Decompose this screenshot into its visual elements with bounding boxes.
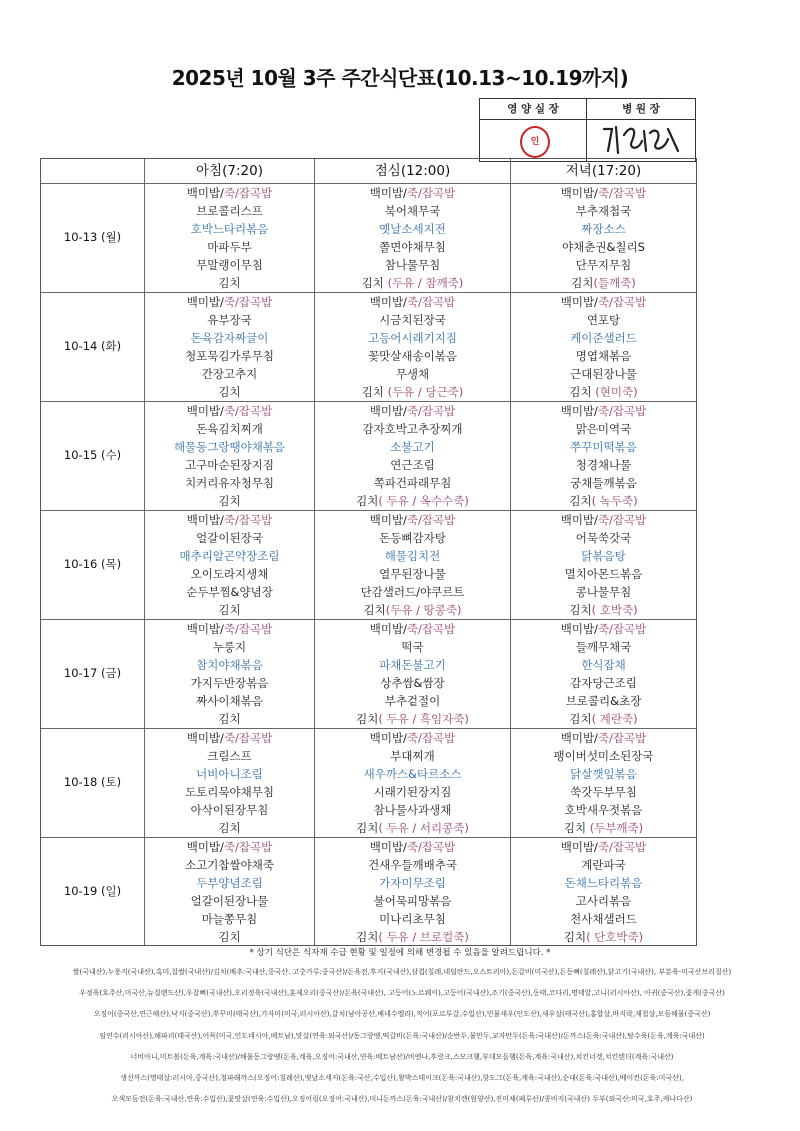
rice-main: 백미밥/ (369, 295, 407, 309)
porridge-option: (현미죽) (591, 385, 638, 399)
menu-item: 참나물사과생채 (373, 803, 452, 817)
rice-line (145, 293, 314, 311)
menu-item: 야채춘권&칠리S (562, 240, 645, 254)
rice-line (511, 511, 696, 529)
menu-item: 오이도라지생채 (190, 567, 269, 581)
porridge-option: ( 두유 / 흑임자죽) (378, 712, 469, 726)
rice-alt: 죽/잡곡밥 (597, 295, 647, 309)
meal-cell-breakfast (145, 184, 314, 292)
rice-main: 백미밥/ (369, 404, 407, 418)
approval-box (479, 98, 696, 162)
menu-item: 얼갈이된장나물 (190, 894, 269, 908)
menu-item: 궁채들깨볶음 (570, 476, 637, 490)
menu-item: 무생채 (395, 367, 430, 381)
meal-cell-breakfast (145, 620, 314, 728)
menu-item: 감자당근조림 (570, 676, 637, 690)
rice-main: 백미밥/ (369, 731, 407, 745)
menu-item: 도토리묵야채무침 (185, 785, 274, 799)
origin-line: 생선까스(명태살:러시아,중국산),청파래까스(오징어:칠레산),옛날소세지(돈육:국산,수입산),왕박스테이크(돈육:국내산),핫도그(돈육,계육:국내산),순대(돈육:국내산),베이컨(돈육:미국산), (120, 1074, 684, 1083)
kimchi-line (511, 274, 696, 292)
menu-item: 닭살깻잎볶음 (570, 767, 637, 781)
menu-item: 팽이버섯미소된장국 (553, 749, 654, 763)
rice-main: 백미밥/ (369, 186, 407, 200)
meal-cell-lunch (315, 511, 510, 619)
rice-line (315, 729, 510, 747)
menu-item: 열무된장나물 (379, 567, 446, 581)
kimchi-line (511, 928, 696, 946)
rice-main: 백미밥/ (560, 404, 598, 418)
menu-item: 돈육김치찌개 (196, 422, 263, 436)
menu-item: 청포묵김가루무침 (185, 349, 274, 363)
menu-item: 마파두부 (207, 240, 252, 254)
kimchi-line (511, 819, 696, 837)
rice-line (145, 620, 314, 638)
meal-cell-dinner (511, 729, 696, 837)
menu-item: 해물동그랑땡야채볶음 (173, 440, 286, 454)
rice-alt: 죽/잡곡밥 (597, 186, 647, 200)
meal-cell-dinner (511, 838, 696, 946)
menu-item: 명엽채볶음 (575, 349, 632, 363)
rice-line (145, 402, 314, 420)
rice-alt: 죽/잡곡밥 (223, 295, 273, 309)
kimchi-line (315, 383, 510, 401)
menu-item: 콩나물무침 (575, 585, 632, 599)
menu-item: 어묵쑥갓국 (575, 531, 632, 545)
rice-line (315, 838, 510, 856)
kimchi-line (511, 492, 696, 510)
meal-cell-breakfast (145, 293, 314, 401)
porridge-option: (두유 / 땅콩죽) (385, 603, 462, 617)
rice-line (511, 838, 696, 856)
kimchi: 김치 (356, 712, 379, 726)
kimchi: 김치 (361, 385, 384, 399)
meal-cell-breakfast (145, 729, 314, 837)
kimchi-line (315, 710, 510, 728)
menu-item: 고사리볶음 (575, 894, 632, 908)
meal-cell-lunch (315, 293, 510, 401)
porridge-option: ( 단호박죽) (586, 930, 644, 944)
kimchi-line (511, 710, 696, 728)
rice-alt: 죽/잡곡밥 (406, 404, 456, 418)
menu-item: 소불고기 (390, 440, 435, 454)
kimchi-line (315, 819, 510, 837)
menu-item: 감자호박고추장찌개 (362, 422, 463, 436)
menu-item: 너비아니조림 (196, 767, 263, 781)
menu-item: 맑은미역국 (575, 422, 632, 436)
director-signature (598, 121, 686, 159)
rice-line (511, 184, 696, 202)
rice-alt: 죽/잡곡밥 (597, 513, 647, 527)
menu-item: 김치 (218, 712, 241, 726)
menu-item: 참나물무침 (384, 258, 441, 272)
kimchi: 김치 (569, 712, 592, 726)
rice-line (511, 293, 696, 311)
porridge-option: ( 두유 / 브로컬죽) (378, 930, 469, 944)
menu-change-notice: * 상기 식단은 식자재 수급 현황 및 일정에 의해 변경될 수 있음을 알려드립니다. * (249, 948, 551, 958)
rice-main: 백미밥/ (560, 295, 598, 309)
day-date: 10-15 (수) (63, 448, 122, 462)
rice-main: 백미밥/ (186, 731, 224, 745)
menu-item: 미나리초무침 (379, 912, 446, 926)
menu-item: 닭볶음탕 (581, 549, 626, 563)
rice-main: 백미밥/ (560, 513, 598, 527)
kimchi-line (511, 383, 696, 401)
meal-cell-lunch (315, 184, 510, 292)
menu-item: 단무지무침 (575, 258, 632, 272)
menu-item: 쭈꾸미떡볶음 (570, 440, 637, 454)
menu-item: 멸치아몬드볶음 (564, 567, 643, 581)
origin-line: 우정육(호주산,미국산,뉴질랜드산),우잡뼈(국내산),오리정육(국내산),훈제오리(중국산)/돈육(국내산), 고등어(노르웨이),고등어(국내산),조기(중국산),동태,코다리,명태알,고니(러시아산), 아귀(중국산),꽃게(중국산) (79, 989, 725, 998)
porridge-option: (들깨죽) (593, 276, 636, 290)
rice-main: 백미밥/ (186, 186, 224, 200)
menu-item: 호박새우젓볶음 (564, 803, 643, 817)
menu-item: 김치 (218, 930, 241, 944)
rice-alt: 죽/잡곡밥 (406, 622, 456, 636)
menu-item: 상추쌈&쌈장 (380, 676, 445, 690)
kimchi-line (315, 274, 510, 292)
rice-line (511, 620, 696, 638)
rice-line (315, 184, 510, 202)
meal-cell-dinner (511, 293, 696, 401)
dietitian-seal: 인 (520, 126, 550, 158)
menu-item: 유부장국 (207, 313, 252, 327)
menu-item: 브로콜리&초장 (565, 694, 642, 708)
menu-item: 연포탕 (586, 313, 621, 327)
approval-divider (586, 99, 587, 161)
menu-item: 김치 (218, 276, 241, 290)
rice-alt: 죽/잡곡밥 (223, 731, 273, 745)
menu-item: 크림스프 (207, 749, 252, 763)
menu-item: 청경채나물 (575, 458, 632, 472)
menu-item: 연근조림 (390, 458, 435, 472)
menu-item: 부추겉절이 (384, 694, 441, 708)
menu-item: 치커리유자청무침 (185, 476, 274, 490)
rice-main: 백미밥/ (369, 840, 407, 854)
menu-item: 쪽파건파래무침 (373, 476, 452, 490)
menu-item: 김치 (218, 385, 241, 399)
menu-item: 마늘쫑무침 (201, 912, 258, 926)
dietitian-label: 영 양 실 장 (480, 99, 587, 120)
menu-item: 두부양념조림 (196, 876, 263, 890)
menu-item: 브로콜리스프 (196, 204, 263, 218)
rice-alt: 죽/잡곡밥 (597, 404, 647, 418)
day-date: 10-18 (토) (63, 775, 122, 789)
rice-line (145, 511, 314, 529)
rice-line (145, 729, 314, 747)
rice-alt: 죽/잡곡밥 (597, 840, 647, 854)
menu-item: 건새우들깨배추국 (368, 858, 457, 872)
menu-item: 간장고추지 (201, 367, 258, 381)
rice-alt: 죽/잡곡밥 (406, 295, 456, 309)
menu-item: 김치 (218, 821, 241, 835)
rice-line (511, 729, 696, 747)
menu-item: 근대된장나물 (570, 367, 637, 381)
menu-item: 매추리알곤약장조림 (179, 549, 280, 563)
day-date: 10-13 (월) (63, 230, 122, 244)
meal-cell-dinner (511, 402, 696, 510)
porridge-option: ( 두유 / 서리콩죽) (378, 821, 469, 835)
origin-line: 오징어(중국산,연근해산),낙지(중국산),쭈꾸미(태국산),가자미(미국,러시아산),갈치(남아공산,베네수엘라),적어(포르투갈,수입산),민물새우(인도산),새우살(태국산),홍합살,바지락,재첩살,모듬해물(중국산) (93, 1010, 711, 1019)
rice-main: 백미밥/ (369, 513, 407, 527)
menu-item: 천사채샐러드 (570, 912, 637, 926)
menu-item: 무말랭이무침 (196, 258, 263, 272)
menu-item: 돈등뼈감자탕 (379, 531, 446, 545)
menu-item: 가지두반장볶음 (190, 676, 269, 690)
day-date: 10-19 (일) (63, 884, 122, 898)
menu-item: 단감샐러드/야쿠르트 (360, 585, 465, 599)
kimchi-line (511, 601, 696, 619)
menu-item: 파채돈불고기 (379, 658, 446, 672)
kimchi: 김치 (363, 603, 386, 617)
rice-alt: 죽/잡곡밥 (406, 186, 456, 200)
column-header-lunch: 점심(12:00) (374, 163, 451, 179)
origin-line: 너비아니,미트볼(돈육,계육:국내산)/해물동그랑땡(돈육,계육,오징어:국내산,연육:베트남산)/비엔나,후랑크,스모크햄,부대모듬햄(돈육,계육:국내산),치킨너겟,치킨텐더(계육:국내산) (130, 1052, 674, 1061)
column-header-dinner: 저녁(17:20) (565, 163, 642, 179)
porridge-option: (두부깨죽) (586, 821, 644, 835)
meal-cell-breakfast (145, 511, 314, 619)
rice-alt: 죽/잡곡밥 (223, 404, 273, 418)
menu-item: 가자미무조림 (379, 876, 446, 890)
menu-item: 떡국 (401, 640, 424, 654)
kimchi: 김치 (356, 494, 379, 508)
menu-item: 부추재첩국 (575, 204, 632, 218)
porridge-option: ( 녹두죽) (591, 494, 638, 508)
menu-item: 쑥갓두부무침 (570, 785, 637, 799)
menu-item: 한식잡채 (581, 658, 626, 672)
kimchi: 김치 (361, 276, 384, 290)
ingredient-origin-list (52, 962, 752, 1110)
menu-item: 돈채느타리볶음 (564, 876, 643, 890)
day-date: 10-16 (목) (63, 557, 122, 571)
rice-alt: 죽/잡곡밥 (406, 840, 456, 854)
meal-cell-dinner (511, 620, 696, 728)
menu-item: 계란파국 (581, 858, 626, 872)
rice-line (511, 402, 696, 420)
menu-item: 시래기된장지짐 (373, 785, 452, 799)
rice-alt: 죽/잡곡밥 (223, 840, 273, 854)
menu-item: 옛날소세지전 (379, 222, 446, 236)
rice-line (145, 838, 314, 856)
menu-item: 부대찌개 (390, 749, 435, 763)
porridge-option: ( 호박죽) (591, 603, 638, 617)
meal-cell-lunch (315, 729, 510, 837)
day-date: 10-14 (화) (63, 339, 122, 353)
meal-cell-dinner (511, 511, 696, 619)
menu-item: 고구마순된장지짐 (185, 458, 274, 472)
kimchi: 김치 (569, 603, 592, 617)
rice-alt: 죽/잡곡밥 (223, 186, 273, 200)
menu-item: 북어채무국 (384, 204, 441, 218)
kimchi: 김치 (569, 494, 592, 508)
menu-item: 김치 (218, 494, 241, 508)
menu-item: 짜장소스 (581, 222, 626, 236)
origin-line: 임연수(러시아산),해파리(태국산),어묵(미국,인도네시아,베트남),맛살(연육:외국산)/동그랑땡,떡갈비(돈육:국내산)/순반두,물만두,교자만두(돈육:국내산)/돈까스(돈육:국내산),탕수육(돈육,계육:국내산) (99, 1031, 705, 1040)
menu-item: 해물김치전 (384, 549, 441, 563)
rice-line (145, 184, 314, 202)
rice-alt: 죽/잡곡밥 (223, 513, 273, 527)
menu-item: 불어묵피망볶음 (373, 894, 452, 908)
rice-main: 백미밥/ (560, 186, 598, 200)
meal-cell-breakfast (145, 838, 314, 946)
porridge-option: ( 두유 / 옥수수죽) (378, 494, 469, 508)
rice-main: 백미밥/ (186, 404, 224, 418)
menu-item: 아삭이된장무침 (190, 803, 269, 817)
menu-item: 꽃맛살새송이볶음 (368, 349, 457, 363)
menu-item: 순두부찜&양념장 (186, 585, 273, 599)
meal-cell-lunch (315, 620, 510, 728)
weekly-menu-table (40, 158, 697, 946)
porridge-option: (두유 / 당근죽) (383, 385, 464, 399)
rice-line (315, 511, 510, 529)
menu-item: 호박느타리볶음 (190, 222, 269, 236)
menu-item: 얼갈이된장국 (196, 531, 263, 545)
menu-item: 누룽지 (212, 640, 247, 654)
origin-line: 쌀(국내산),누룽지(국내산),흑미,찹쌀(국내산)/김치(배추:국내산,중국산. 고춧가루:중국산)/돈육전,후지(국내산),삼겹(칠레,네덜란드,오스트리아),돈갈비(미국산),돈등뼈(칠레산),닭고기(국내산), 부분육-미국산브리질산) (72, 968, 732, 976)
rice-main: 백미밥/ (186, 622, 224, 636)
menu-item: 케이준샐러드 (570, 331, 637, 345)
menu-item: 참치야채볶음 (196, 658, 263, 672)
kimchi: 김치 (569, 385, 592, 399)
rice-alt: 죽/잡곡밥 (597, 622, 647, 636)
rice-line (315, 402, 510, 420)
kimchi: 김치 (356, 821, 379, 835)
kimchi-line (315, 601, 510, 619)
rice-line (315, 620, 510, 638)
menu-item: 소고기찹쌀야채죽 (185, 858, 274, 872)
menu-item: 들깨무채국 (575, 640, 632, 654)
rice-main: 백미밥/ (560, 622, 598, 636)
meal-cell-breakfast (145, 402, 314, 510)
meal-cell-lunch (315, 838, 510, 946)
menu-item: 고등어시래기지짐 (368, 331, 457, 345)
porridge-option: ( 계란죽) (591, 712, 638, 726)
kimchi: 김치 (356, 930, 379, 944)
kimchi: 김치 (563, 930, 587, 944)
meal-cell-lunch (315, 402, 510, 510)
porridge-option: (두유 / 참깨죽) (383, 276, 464, 290)
day-date: 10-17 (금) (63, 666, 122, 680)
rice-alt: 죽/잡곡밥 (223, 622, 273, 636)
kimchi-line (315, 492, 510, 510)
kimchi: 김치 (571, 276, 594, 290)
kimchi-line (315, 928, 510, 946)
rice-alt: 죽/잡곡밥 (406, 731, 456, 745)
rice-alt: 죽/잡곡밥 (406, 513, 456, 527)
menu-item: 짜사이채볶음 (196, 694, 263, 708)
menu-item: 쫄면야채무침 (379, 240, 446, 254)
meal-cell-dinner (511, 184, 696, 292)
rice-main: 백미밥/ (186, 840, 224, 854)
menu-item: 김치 (218, 603, 241, 617)
column-header-breakfast: 아침(7:20) (196, 163, 263, 179)
kimchi: 김치 (563, 821, 587, 835)
rice-main: 백미밥/ (369, 622, 407, 636)
menu-item: 새우까스&타르소스 (363, 767, 462, 781)
rice-alt: 죽/잡곡밥 (597, 731, 647, 745)
menu-item: 돈육감자짜글이 (190, 331, 269, 345)
origin-line: 오색모듬전(돈육:국내산,연육:수입산),꽃맛살(연육:수입산),오징어링(오징어:국내산),미니돈까스(돈육:국내산)/참치캔(원양산),진미채(페루산)/콩비지(국내산) 두부(외국산:미국,호주,캐나다산) (111, 1095, 693, 1104)
rice-main: 백미밥/ (186, 295, 224, 309)
director-label: 병 원 장 (587, 99, 695, 120)
rice-main: 백미밥/ (560, 840, 598, 854)
menu-item: 시금치된장국 (379, 313, 446, 327)
page-title: 2025년 10월 3주 주간식단표(10.13~10.19까지) (171, 66, 629, 90)
rice-line (315, 293, 510, 311)
rice-main: 백미밥/ (560, 731, 598, 745)
rice-main: 백미밥/ (186, 513, 224, 527)
